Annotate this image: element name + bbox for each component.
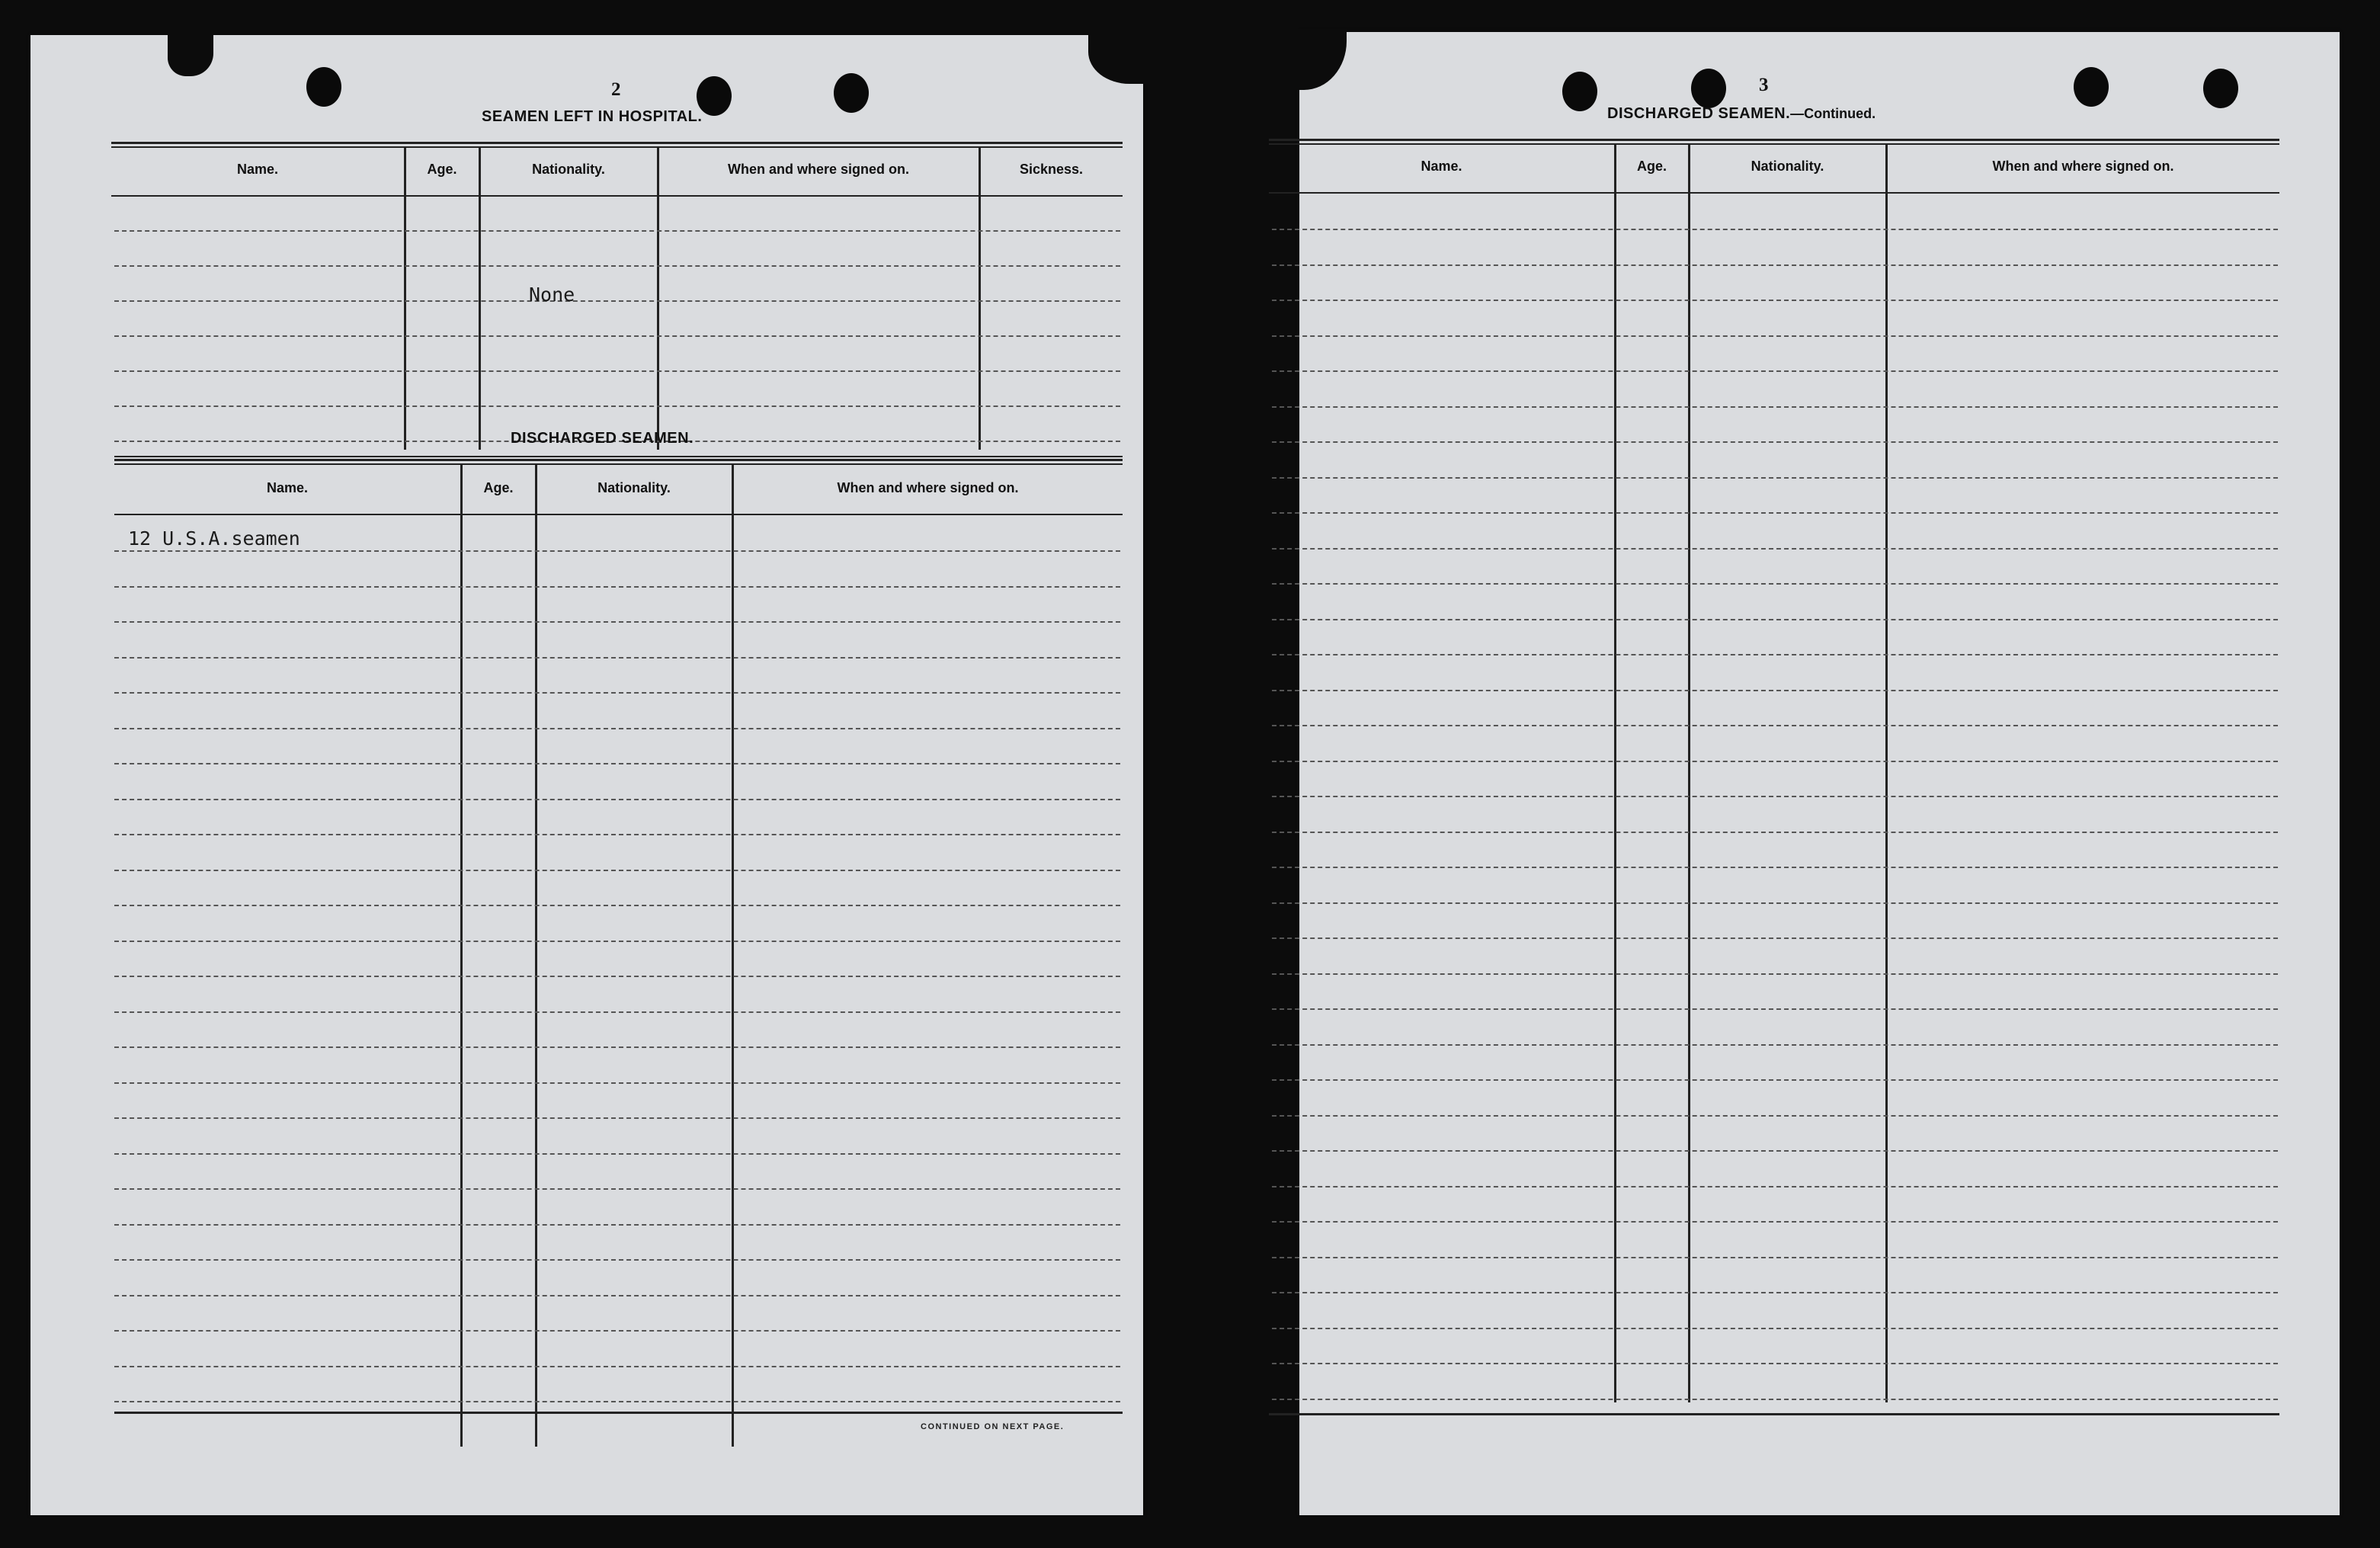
title-main: DISCHARGED SEAMEN. <box>1607 105 1791 122</box>
ruled-line <box>114 1082 1120 1084</box>
right-page <box>1299 32 2340 1515</box>
punch-hole <box>2074 67 2109 107</box>
ruled-line <box>114 1401 1120 1402</box>
ruled-line <box>1272 619 2278 620</box>
ruled-line <box>1272 1008 2278 1010</box>
table-rule <box>1269 143 2279 145</box>
column-divider <box>1688 143 1690 1402</box>
torn-edge <box>1088 30 1157 84</box>
ruled-line <box>1272 1328 2278 1329</box>
col-header-name: Name. <box>266 480 309 495</box>
ruled-line <box>1272 1221 2278 1223</box>
ruled-line <box>114 230 1120 232</box>
punch-hole <box>2203 69 2238 108</box>
ruled-line <box>114 1295 1120 1296</box>
ruled-line <box>114 550 1120 552</box>
column-divider <box>460 463 463 1447</box>
ruled-line <box>114 1366 1120 1367</box>
col-header-age: Age. <box>427 162 457 177</box>
col-header-age: Age. <box>1636 159 1667 174</box>
ruled-line <box>1272 1363 2278 1364</box>
table-rule <box>1269 192 2279 194</box>
ruled-line <box>1272 761 2278 762</box>
ruled-line <box>1272 902 2278 904</box>
ruled-line <box>1272 1150 2278 1152</box>
punch-hole <box>834 73 869 113</box>
ruled-line <box>114 657 1120 659</box>
ruled-line <box>114 1117 1120 1119</box>
ruled-line <box>1272 264 2278 266</box>
column-divider <box>479 146 481 450</box>
page-number: 3 <box>1759 75 1769 95</box>
ruled-line <box>114 1224 1120 1226</box>
table-bottom-rule <box>1269 1413 2279 1415</box>
ruled-line <box>1272 796 2278 797</box>
col-header-signed-on: When and where signed on. <box>1992 159 2174 174</box>
col-header-sickness: Sickness. <box>1019 162 1084 177</box>
discharged-section-title: DISCHARGED SEAMEN. <box>511 430 694 447</box>
torn-edge <box>1293 29 1347 90</box>
ruled-line <box>114 300 1120 302</box>
table-rule <box>1269 139 2279 141</box>
ruled-line <box>1272 583 2278 585</box>
ruled-line <box>1272 370 2278 372</box>
ruled-line <box>114 870 1120 871</box>
title-continued: —Continued. <box>1790 106 1876 121</box>
col-header-name: Name. <box>236 162 279 177</box>
ruled-line <box>114 728 1120 729</box>
torn-corner <box>168 30 213 76</box>
ruled-line <box>114 265 1120 267</box>
ruled-line <box>114 1188 1120 1190</box>
ruled-line <box>1272 406 2278 408</box>
table-rule <box>111 142 1123 144</box>
ruled-line <box>1272 477 2278 479</box>
ruled-line <box>1272 1115 2278 1117</box>
ruled-line <box>114 941 1120 942</box>
column-divider <box>1885 143 1888 1402</box>
punch-hole <box>306 67 341 107</box>
col-header-signed-on: When and where signed on. <box>837 480 1019 495</box>
ruled-line <box>1272 973 2278 975</box>
table-rule <box>114 463 1123 465</box>
ruled-line <box>1272 1044 2278 1046</box>
continued-footer: CONTINUED ON NEXT PAGE. <box>921 1422 1065 1431</box>
ruled-line <box>1272 832 2278 833</box>
discharged-continued-title <box>1607 105 1875 123</box>
column-divider <box>535 463 537 1447</box>
ruled-line <box>1272 867 2278 868</box>
ruled-line <box>114 370 1120 372</box>
table-bottom-rule <box>114 1412 1123 1414</box>
ruled-line <box>114 405 1120 407</box>
col-header-signed-on: When and where signed on. <box>727 162 910 177</box>
ruled-line <box>1272 548 2278 550</box>
punch-hole <box>1562 72 1597 111</box>
table-rule <box>111 195 1123 197</box>
column-divider <box>732 463 734 1447</box>
ruled-line <box>114 905 1120 906</box>
ruled-line <box>1272 690 2278 691</box>
ruled-line <box>1272 654 2278 655</box>
ruled-line <box>114 834 1120 835</box>
ruled-line <box>1272 1257 2278 1258</box>
ruled-line <box>1272 229 2278 230</box>
ruled-line <box>1272 300 2278 301</box>
ruled-line <box>114 1330 1120 1332</box>
ruled-line <box>114 1153 1120 1155</box>
discharged-entry: 12 U.S.A.seamen <box>128 527 300 550</box>
ruled-line <box>1272 1079 2278 1081</box>
ruled-line <box>114 692 1120 694</box>
table-rule <box>114 459 1123 461</box>
ruled-line <box>114 586 1120 588</box>
ruled-line <box>1272 335 2278 337</box>
ruled-line <box>1272 725 2278 726</box>
ruled-line <box>114 976 1120 977</box>
ruled-line <box>1272 512 2278 514</box>
page-number: 2 <box>611 79 621 100</box>
ruled-line <box>1272 1399 2278 1400</box>
ruled-line <box>1272 1186 2278 1187</box>
table-rule <box>114 456 1123 457</box>
table-rule <box>114 514 1123 515</box>
column-divider <box>1614 143 1616 1402</box>
ruled-line <box>1272 937 2278 939</box>
ruled-line <box>114 621 1120 623</box>
ruled-line <box>114 763 1120 764</box>
punch-hole <box>1691 69 1726 108</box>
column-divider <box>404 146 406 450</box>
table-rule <box>111 146 1123 148</box>
column-divider <box>979 146 981 450</box>
column-divider <box>657 146 659 450</box>
col-header-name: Name. <box>1421 159 1462 174</box>
col-header-nationality: Nationality. <box>597 480 671 495</box>
ruled-line <box>114 335 1120 337</box>
ruled-line <box>114 799 1120 800</box>
col-header-nationality: Nationality. <box>532 162 605 177</box>
ruled-line <box>1272 441 2278 443</box>
left-page <box>30 35 1143 1515</box>
ruled-line <box>114 1011 1120 1013</box>
ruled-line <box>114 1046 1120 1048</box>
ruled-line <box>114 1259 1120 1261</box>
ruled-line <box>1272 1292 2278 1293</box>
hospital-section-title: SEAMEN LEFT IN HOSPITAL. <box>482 108 703 125</box>
col-header-age: Age. <box>483 480 514 495</box>
col-header-nationality: Nationality. <box>1751 159 1824 174</box>
hospital-entry: None <box>529 284 575 306</box>
